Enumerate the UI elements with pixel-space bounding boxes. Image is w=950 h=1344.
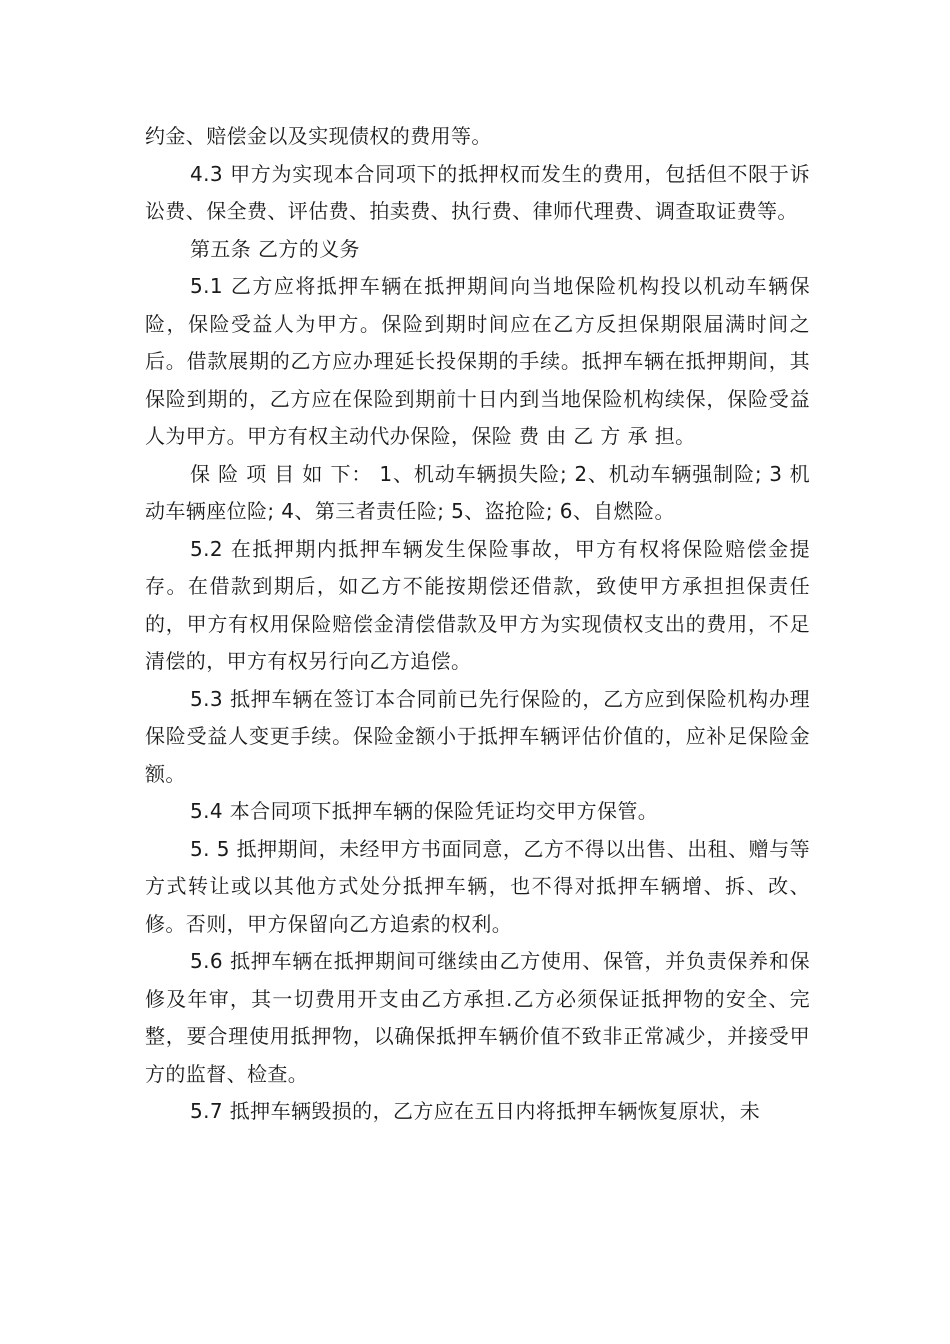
paragraph-insurance-items: 保 险 项 目 如 下： 1、机动车辆损失险; 2、机动车辆强制险; 3 机动车辆座位险; 4、第三者责任险; 5、盗抢险; 6、自燃险。 — [145, 461, 810, 523]
paragraph-clause-5-4: 5.4 本合同项下抵押车辆的保险凭证均交甲方保管。 — [190, 799, 659, 823]
article-5-heading: 第五条 乙方的义务 — [190, 236, 360, 261]
paragraph-fee-continuation: 约金、赔偿金以及实现债权的费用等。 — [145, 124, 492, 148]
paragraph-clause-5-7: 5.7 抵押车辆毁损的，乙方应在五日内将抵押车辆恢复原状，未 — [190, 1099, 761, 1123]
paragraph-clause-5-6: 5.6 抵押车辆在抵押期间可继续由乙方使用、保管，并负责保养和保修及年审，其一切费用开支由乙方承担.乙方必须保证抵押物的安全、完整，要合理使用抵押物，以确保抵押车辆价值不致非正常减少，并接受甲方的监督、检查。 — [145, 949, 810, 1086]
paragraph-clause-5-5: 5. 5 抵押期间，未经甲方书面同意，乙方不得以出售、出租、赠与等方式转让或以其他方式处分抵押车辆，也不得对抵押车辆增、拆、改、修。否则，甲方保留向乙方追索的权利。 — [145, 836, 810, 936]
paragraph-clause-5-2: 5.2 在抵押期内抵押车辆发生保险事故，甲方有权将保险赔偿金提存。在借款到期后，如乙方不能按期偿还借款，致使甲方承担担保责任的，甲方有权用保险赔偿金清偿借款及甲方为实现债权支出的费用，不足清偿的，甲方有权另行向乙方追偿。 — [145, 536, 810, 673]
paragraph-clause-5-1: 5.1 乙方应将抵押车辆在抵押期间向当地保险机构投以机动车辆保险，保险受益人为甲方。保险到期时间应在乙方反担保期限届满时间之后。借款展期的乙方应办理延长投保期的手续。抵押车辆在抵押期间，其保险到期的，乙方应在保险到期前十日内到当地保险机构续保，保险受益人为甲方。甲方有权主动代办保险，保险 费 由 乙 方 承 担。 — [145, 274, 810, 448]
paragraph-clause-4-3: 4.3 甲方为实现本合同项下的抵押权而发生的费用，包括但不限于诉讼费、保全费、评估费、拍卖费、执行费、律师代理费、调查取证费等。 — [145, 161, 810, 223]
document-body — [145, 118, 810, 1131]
paragraph-clause-5-3: 5.3 抵押车辆在签订本合同前已先行保险的，乙方应到保险机构办理保险受益人变更手续。保险金额小于抵押车辆评估价值的，应补足保险金额。 — [145, 686, 810, 786]
